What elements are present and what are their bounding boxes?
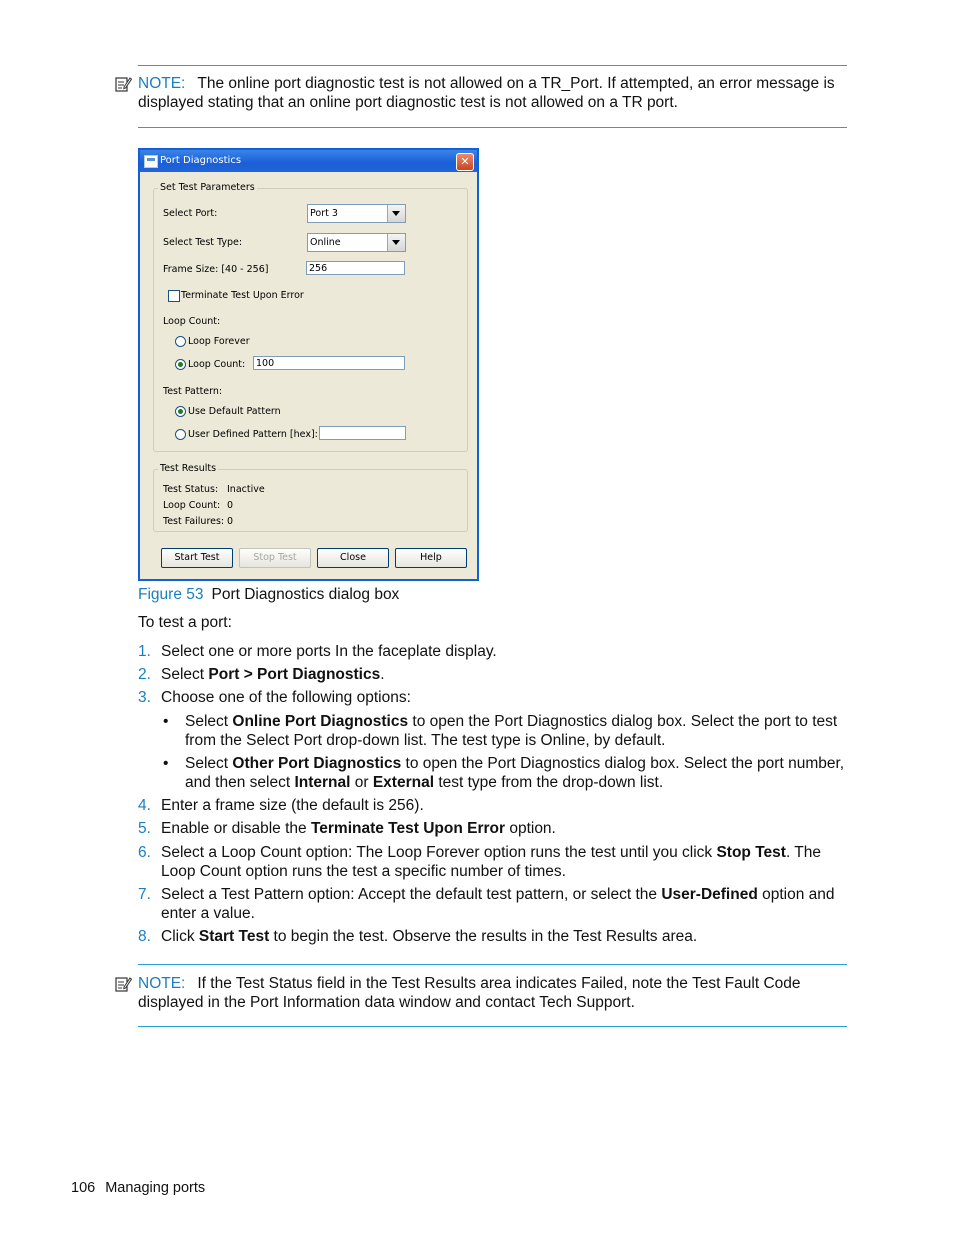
close-button[interactable]: Close: [317, 548, 389, 568]
step-4: [138, 796, 848, 815]
loop-count-radio[interactable]: [175, 359, 186, 370]
step-text: Enable or disable the Terminate Test Upon Error option.: [161, 820, 556, 837]
test-failures-label: Test Failures:: [163, 516, 225, 527]
note-top-rule-upper: [138, 65, 847, 66]
note-top: [138, 74, 850, 112]
step-number: 7.: [138, 886, 151, 903]
step-number: 2.: [138, 666, 151, 683]
note-icon: [114, 975, 132, 993]
terminate-test-label: Terminate Test Upon Error: [181, 290, 304, 301]
step-7: [138, 885, 848, 923]
note-top-rule-lower: [138, 127, 847, 128]
loop-count-input[interactable]: 100: [253, 356, 405, 370]
bullet-dot: •: [163, 713, 169, 730]
close-icon[interactable]: ✕: [456, 153, 474, 171]
user-pattern-label: User Defined Pattern [hex]:: [188, 429, 318, 440]
step-text: Select one or more ports In the faceplate display.: [161, 643, 497, 660]
start-test-button[interactable]: Start Test: [161, 548, 233, 568]
test-type-dropdown[interactable]: [307, 233, 406, 252]
help-button[interactable]: Help: [395, 548, 467, 568]
group-title: Test Results: [160, 463, 217, 474]
stop-test-button[interactable]: Stop Test: [239, 548, 311, 568]
step-1: [138, 642, 848, 661]
step-text: Choose one of the following options:: [161, 689, 411, 706]
note-bottom-rule-lower: [138, 1026, 847, 1027]
page-footer: [71, 1180, 205, 1196]
window-icon: [144, 155, 158, 168]
result-loop-count-value: 0: [227, 500, 234, 511]
test-failures-value: 0: [227, 516, 234, 527]
loop-count-label: Loop Count:: [188, 359, 246, 370]
loop-count-heading: Loop Count:: [163, 316, 221, 327]
bullet-online: [163, 712, 848, 750]
bullet-text: Select Other Port Diagnostics to open the Port Diagnostics dialog box. Select the port number, and then select Internal or External test type from the drop-down list.: [185, 755, 845, 791]
frame-size-label: Frame Size: [40 - 256]: [163, 264, 269, 275]
step-5: [138, 819, 848, 838]
test-status-label: Test Status:: [163, 484, 219, 495]
frame-size-input[interactable]: 256: [306, 261, 405, 275]
step-number: 1.: [138, 643, 151, 660]
note-label: NOTE:: [138, 75, 186, 92]
step-text: Select Port > Port Diagnostics.: [161, 666, 385, 683]
figure-title: Port Diagnostics dialog box: [211, 586, 400, 603]
step-number: 5.: [138, 820, 151, 837]
step-number: 6.: [138, 844, 151, 861]
intro-text: To test a port:: [138, 614, 232, 631]
step-text: Select a Test Pattern option: Accept the default test pattern, or select the User-Defined option and enter a value.: [161, 886, 835, 922]
note-bottom-rule-upper: [138, 964, 847, 965]
result-loop-count-label: Loop Count:: [163, 500, 221, 511]
step-number: 3.: [138, 689, 151, 706]
step-8: [138, 927, 848, 946]
bullet-other: [163, 754, 848, 792]
figure-caption: [138, 586, 399, 604]
test-type-label: Select Test Type:: [163, 237, 243, 248]
bullet-text: Select Online Port Diagnostics to open the Port Diagnostics dialog box. Select the port to test from the Select Port drop-down list. The test type is Online, by default.: [185, 713, 838, 749]
note-icon: [114, 75, 132, 93]
select-port-dropdown[interactable]: [307, 204, 406, 223]
step-number: 4.: [138, 797, 151, 814]
step-text: Click Start Test to begin the test. Observe the results in the Test Results area.: [161, 928, 698, 945]
chevron-down-icon[interactable]: [387, 234, 405, 251]
user-pattern-radio[interactable]: [175, 429, 186, 440]
step-text: Select a Loop Count option: The Loop Forever option runs the test until you click Stop Test. The Loop Count option runs the test a specific number of times.: [161, 844, 821, 880]
page-number: 106: [71, 1180, 96, 1196]
chevron-down-icon[interactable]: [387, 205, 405, 222]
figure-number: Figure 53: [138, 586, 204, 603]
loop-forever-radio[interactable]: [175, 336, 186, 347]
step-6: [138, 843, 848, 881]
test-pattern-heading: Test Pattern:: [163, 386, 223, 397]
port-diagnostics-dialog: [138, 148, 479, 581]
terminate-test-checkbox[interactable]: [168, 290, 180, 302]
note-label: NOTE:: [138, 975, 186, 992]
select-port-value: Port 3: [310, 208, 338, 219]
step-text: Enter a frame size (the default is 256).: [161, 797, 424, 814]
loop-forever-label: Loop Forever: [188, 336, 250, 347]
step-3: [138, 688, 848, 707]
group-title: Set Test Parameters: [160, 182, 255, 193]
dialog-title: Port Diagnostics: [160, 155, 242, 166]
step-number: 8.: [138, 928, 151, 945]
note-text: The online port diagnostic test is not allowed on a TR_Port. If attempted, an error message is displayed stating that an online port diagnostic test is not allowed on a TR port.: [138, 75, 835, 111]
default-pattern-radio[interactable]: [175, 406, 186, 417]
test-type-value: Online: [310, 237, 341, 248]
bullet-dot: •: [163, 755, 169, 772]
test-status-value: Inactive: [227, 484, 265, 495]
note-text: If the Test Status field in the Test Results area indicates Failed, note the Test Fault Code displayed in the Port Information data window and contact Tech Support.: [138, 975, 801, 1011]
footer-section: Managing ports: [105, 1180, 206, 1196]
default-pattern-label: Use Default Pattern: [188, 406, 281, 417]
user-pattern-input[interactable]: [319, 426, 406, 440]
select-port-label: Select Port:: [163, 208, 218, 219]
dialog-titlebar: [140, 150, 477, 172]
note-bottom: [138, 974, 850, 1012]
step-2: [138, 665, 848, 684]
